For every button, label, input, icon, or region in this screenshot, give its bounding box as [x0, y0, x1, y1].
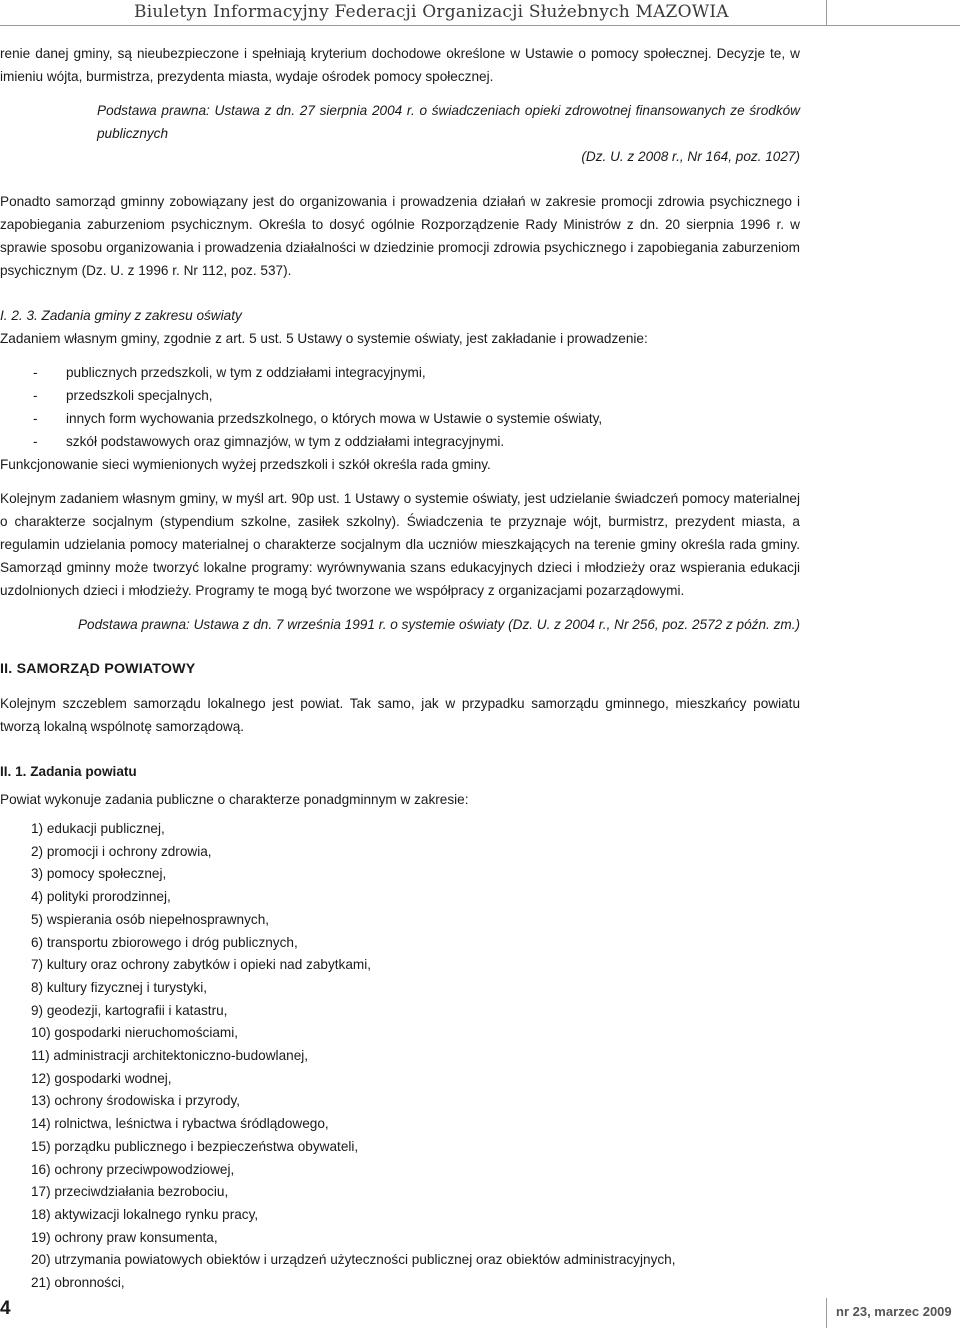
- paragraph-education-tasks: Zadaniem własnym gminy, zgodnie z art. 5 ust. 5 Ustawy o systemie oświaty, jest zakładanie i prowadzenie:: [0, 331, 648, 346]
- list-item: - szkół podstawowych oraz gimnazjów, w tym z oddziałami integracyjnymi.: [33, 434, 505, 449]
- list-item: 21) obronności,: [31, 1275, 125, 1291]
- page-number: 4: [0, 1298, 11, 1319]
- list-item: 13) ochrony środowiska i przyrody,: [31, 1093, 241, 1109]
- education-task-list: [0, 361, 800, 453]
- list-item: 6) transportu zbiorowego i dróg publicznych,: [31, 934, 298, 950]
- list-item: 11) administracji architektoniczno-budowlanej,: [31, 1048, 309, 1064]
- paragraph-network-functioning: Funkcjonowanie sieci wymienionych wyżej przedszkoli i szkół określa rada gminy.: [0, 457, 491, 472]
- list-item: 10) gospodarki nieruchomościami,: [31, 1025, 239, 1041]
- paragraph-health-insurance: renie danej gminy, są nieubezpieczone i spełniają kryterium dochodowe określone w Ustawie o pomocy społecznej. Decyzje te, w imieniu wójta, burmistrza, prezydenta miasta, wydaje ośrodek pomocy społecznej.: [0, 46, 800, 84]
- legal-basis-health-citation: (Dz. U. z 2008 r., Nr 164, poz. 1027): [581, 149, 800, 164]
- list-item: 18) aktywizacji lokalnego rynku pracy,: [31, 1206, 259, 1222]
- powiat-task-list: [0, 818, 800, 1295]
- list-item: 17) przeciwdziałania bezrobociu,: [31, 1184, 229, 1200]
- legal-basis-health: Podstawa prawna: Ustawa z dn. 27 sierpnia 2004 r. o świadczeniach opieki zdrowotnej finansowanych ze środków publicznych: [97, 103, 800, 141]
- issue-label: nr 23, marzec 2009: [836, 1304, 952, 1319]
- list-item: 4) polityki prorodzinnej,: [31, 889, 171, 905]
- list-item: 5) wspierania osób niepełnosprawnych,: [31, 911, 270, 927]
- list-item: 14) rolnictwa, leśnictwa i rybactwa śródlądowego,: [31, 1116, 329, 1132]
- header-divider: [0, 25, 960, 26]
- list-item: 8) kultury fizycznej i turystyki,: [31, 979, 208, 995]
- page-content: [0, 42, 800, 1295]
- list-item: 3) pomocy społecznej,: [31, 866, 167, 882]
- list-item: 2) promocji i ochrony zdrowia,: [31, 843, 212, 859]
- list-item: 15) porządku publicznego i bezpieczeństwa obywateli,: [31, 1138, 359, 1154]
- section-heading-powiat-tasks: II. 1. Zadania powiatu: [0, 764, 137, 779]
- paragraph-mental-health: Ponadto samorząd gminny zobowiązany jest do organizowania i prowadzenia działań w zakresie promocji zdrowia psychicznego i zapobiegania zaburzeniom psychicznym. Określa to dosyć ogólnie Rozporządzenie Rady Ministrów z dn. 20 sierpnia 1996 r. w sprawie sposobu organizowania i prowadzenia działalności w dziedzinie promocji zdrowia psychicznego i zapobiegania zaburzeniom psychicznym (Dz. U. z 1996 r. Nr 112, poz. 537).: [0, 194, 800, 278]
- list-item: 20) utrzymania powiatowych obiektów i urządzeń użyteczności publicznej oraz obiektów administracyjnych,: [31, 1252, 676, 1268]
- section-heading-education: I. 2. 3. Zadania gminy z zakresu oświaty: [0, 308, 242, 323]
- list-item: 1) edukacji publicznej,: [31, 821, 165, 836]
- footer-vertical-divider: [826, 1298, 827, 1328]
- paragraph-powiat-intro: Kolejnym szczeblem samorządu lokalnego jest powiat. Tak samo, jak w przypadku samorządu gminnego, mieszkańcy powiatu tworzą lokalną wspólnotę samorządową.: [0, 696, 800, 734]
- list-item: 9) geodezji, kartografii i katastru,: [31, 1002, 228, 1018]
- legal-basis-education: Podstawa prawna: Ustawa z dn. 7 września 1991 r. o systemie oświaty (Dz. U. z 2004 r., Nr 256, poz. 2572 z późn. zm.): [77, 617, 800, 632]
- list-item: - przedszkoli specjalnych,: [33, 388, 213, 403]
- header-vertical-divider: [826, 0, 827, 26]
- paragraph-material-aid: Kolejnym zadaniem własnym gminy, w myśl art. 90p ust. 1 Ustawy o systemie oświaty, jest udzielanie świadczeń pomocy materialnej o charakterze socjalnym (stypendium szkolne, zasiłek szkolny). Świadczenia te przyznaje wójt, burmistrz, prezydent miasta, a regulamin udzielania pomocy materialnej o charakterze socjalnym dla uczniów mieszkających na terenie gminy określa rada gminy. Samorząd gminny może tworzyć lokalne programy: wyrównywania szans edukacyjnych dzieci i młodzieży oraz wspierania edukacji uzdolnionych dzieci i młodzieży. Programy te mogą być tworzone we współpracy z organizacjami pozarządowymi.: [0, 491, 800, 598]
- list-item: 12) gospodarki wodnej,: [31, 1070, 172, 1086]
- list-item: 7) kultury oraz ochrony zabytków i opieki nad zabytkami,: [31, 957, 371, 973]
- paragraph-powiat-tasks: Powiat wykonuje zadania publiczne o charakterze ponadgminnym w zakresie:: [0, 792, 469, 807]
- list-item: - publicznych przedszkoli, w tym z oddziałami integracyjnymi,: [33, 365, 426, 380]
- list-item: - innych form wychowania przedszkolnego, o których mowa w Ustawie o systemie oświaty,: [33, 411, 603, 426]
- list-item: 16) ochrony przeciwpowodziowej,: [31, 1161, 235, 1177]
- section-heading-powiat: II. SAMORZĄD POWIATOWY: [0, 661, 196, 677]
- list-item: 19) ochrony praw konsumenta,: [31, 1229, 218, 1245]
- publication-title: Biuletyn Informacyjny Federacji Organizacji Służebnych MAZOWIA: [134, 2, 729, 22]
